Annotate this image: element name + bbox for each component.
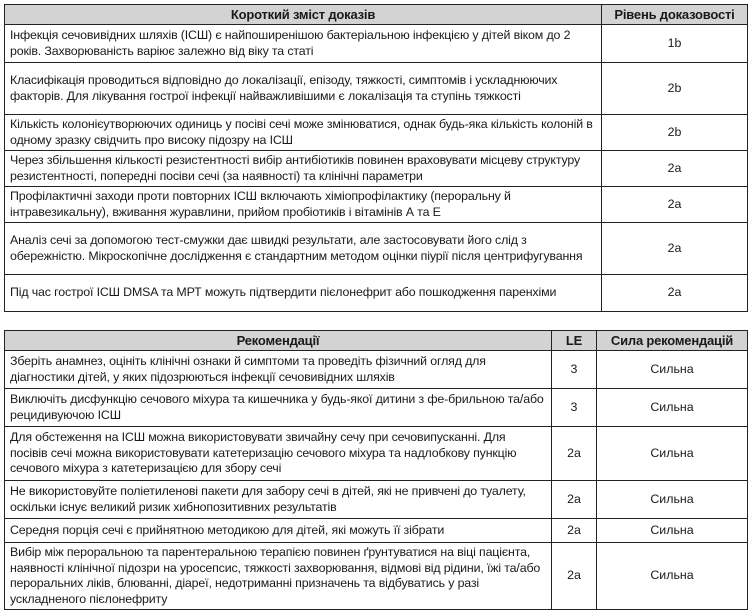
evidence-summary-cell: Під час гострої ІСШ DMSA та МРТ можуть підтвердити пієлонефрит або пошкодження паренхіми bbox=[5, 275, 602, 312]
evidence-level-cell: 2a bbox=[602, 223, 748, 275]
table-header-row bbox=[5, 331, 748, 351]
le-cell: 2a bbox=[552, 519, 597, 543]
table-row bbox=[5, 275, 748, 312]
column-header-level: Рівень доказовості bbox=[602, 5, 748, 25]
evidence-summary-cell: Кількість колонієутворюючих одиниць у посіві сечі може змінюватися, однак будь-яка кількість колоній в одному зразку свідчить про високу підозру на ІСШ bbox=[5, 115, 602, 151]
recommendations-table bbox=[4, 330, 748, 610]
column-header-summary: Короткий зміст доказів bbox=[5, 5, 602, 25]
column-header-recommendation: Рекомендації bbox=[5, 331, 552, 351]
evidence-summary-cell: Інфекція сечовивідних шляхів (ІСШ) є найпоширенішою бактеріальною інфекцією у дітей віком до 2 років. Захворюваність варіює залежно від віку та статі bbox=[5, 25, 602, 63]
strength-cell: Сильна bbox=[597, 427, 748, 481]
table-row bbox=[5, 115, 748, 151]
recommendation-cell: Для обстеження на ІСШ можна використовувати звичайну сечу при сечовипусканні. Для посівів сечі можна використовувати катетеризацію сечового міхура та надлобкову пункцію сечового міхура з катетеризацією для збору сечі bbox=[5, 427, 552, 481]
recommendation-cell: Не використовуйте поліетиленові пакети для забору сечі в дітей, які не привчені до туалету, оскільки існує великий ризик хибнопозитивних результатів bbox=[5, 481, 552, 519]
table-row bbox=[5, 25, 748, 63]
evidence-level-cell: 2a bbox=[602, 187, 748, 223]
table-row bbox=[5, 481, 748, 519]
le-cell: 2a bbox=[552, 543, 597, 610]
recommendation-cell: Вибір між пероральною та парентеральною терапією повинен ґрунтуватися на віці пацієнта, наявності клінічної підозри на уросепсис, тяжкості захворювання, відмові від рідини, їжі та/або пероральних ліків, блюванні, діареї, недотриманні призначень та відбуватись у разі ускладненого пієлонефриту bbox=[5, 543, 552, 610]
strength-cell: Сильна bbox=[597, 519, 748, 543]
table-row bbox=[5, 63, 748, 115]
evidence-level-cell: 1b bbox=[602, 25, 748, 63]
evidence-summary-cell: Аналіз сечі за допомогою тест-смужки дає швидкі результати, але застосовувати його слід з обережністю. Мікроскопічне дослідження є стандартним методом оцінки піурії після центрифугування bbox=[5, 223, 602, 275]
evidence-summary-table bbox=[4, 4, 748, 312]
strength-cell: Сильна bbox=[597, 543, 748, 610]
evidence-level-cell: 2b bbox=[602, 115, 748, 151]
table-row bbox=[5, 543, 748, 610]
column-header-le: LE bbox=[552, 331, 597, 351]
table-row bbox=[5, 519, 748, 543]
column-header-strength: Сила рекомендацій bbox=[597, 331, 748, 351]
table-row bbox=[5, 223, 748, 275]
table-row bbox=[5, 151, 748, 187]
le-cell: 3 bbox=[552, 351, 597, 389]
recommendation-cell: Зберіть анамнез, оцініть клінічні ознаки й симптоми та проведіть фізичний огляд для діагностики дітей, у яких підозрюються інфекції сечовивідних шляхів bbox=[5, 351, 552, 389]
evidence-summary-cell: Через збільшення кількості резистентності вибір антибіотиків повинен враховувати місцеву структуру резистентності, попередні посіви сечі (за наявності) та клінічні параметри bbox=[5, 151, 602, 187]
recommendation-cell: Виключіть дисфункцію сечового міхура та кишечника у будь-якої дитини з фе-брильною та/або рецидивуючою ІСШ bbox=[5, 389, 552, 427]
recommendation-cell: Середня порція сечі є прийнятною методикою для дітей, які можуть її зібрати bbox=[5, 519, 552, 543]
strength-cell: Сильна bbox=[597, 389, 748, 427]
evidence-summary-cell: Класифікація проводиться відповідно до локалізації, епізоду, тяжкості, симптомів і ускладнюючих факторів. Для лікування гострої інфекції найважливішими є локалізація та ступінь тяжкості bbox=[5, 63, 602, 115]
table-row bbox=[5, 427, 748, 481]
le-cell: 3 bbox=[552, 389, 597, 427]
table-header-row bbox=[5, 5, 748, 25]
evidence-level-cell: 2a bbox=[602, 275, 748, 312]
evidence-summary-cell: Профілактичні заходи проти повторних ІСШ включають хіміопрофілактику (пероральну й інтравезикальну), вживання журавлини, прийом пробіотиків і вітамінів А та Е bbox=[5, 187, 602, 223]
table-row bbox=[5, 187, 748, 223]
le-cell: 2a bbox=[552, 427, 597, 481]
table-row bbox=[5, 389, 748, 427]
evidence-level-cell: 2b bbox=[602, 63, 748, 115]
table-row bbox=[5, 351, 748, 389]
strength-cell: Сильна bbox=[597, 481, 748, 519]
le-cell: 2a bbox=[552, 481, 597, 519]
strength-cell: Сильна bbox=[597, 351, 748, 389]
evidence-level-cell: 2a bbox=[602, 151, 748, 187]
